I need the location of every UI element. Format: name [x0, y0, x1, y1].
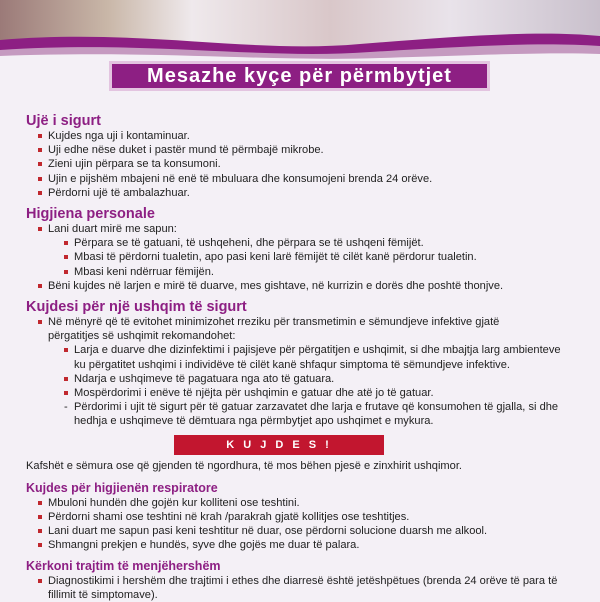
warning-text: Kafshët e sëmura ose që gjenden të ngordhura, të mos bëhen pjesë e zinxhirit ushqimor. — [26, 459, 463, 472]
list-item: Lani duart mirë me sapun: — [26, 222, 581, 236]
main-content — [26, 113, 581, 602]
list-item-continuation: ku përgatitet ushqimi i individëve të cilët kanë shfaqur simptoma të sëmundjeve infektive. — [74, 358, 510, 371]
warning-banner — [174, 435, 384, 455]
list-item-continuation: hedhja e ushqimeve të dëmtuara nga përmbytjet apo ushqimet e mykura. — [74, 415, 434, 428]
list-item: Mbasi keni ndërruar fëmijën. — [26, 265, 581, 279]
list-item-continuation: fillimit të simptomave). — [48, 588, 158, 601]
list-item: Përdorni ujë të ambalazhuar. — [26, 186, 581, 200]
list-item: Ujin e pijshëm mbajeni në enë të mbuluara dhe konsumojeni brenda 24 orëve. — [26, 172, 581, 186]
section-heading-water: Ujë i sigurt — [26, 113, 101, 129]
section-heading-treatment: Kërkoni trajtim të menjëhershëm — [26, 558, 221, 573]
list-item: Uji edhe nëse duket i pastër mund të përmbajë mikrobe. — [26, 143, 581, 157]
list-item-continuation: përgatitjes së ushqimit rekomandohet: — [48, 330, 236, 343]
list-item: Kujdes nga uji i kontaminuar. — [26, 129, 581, 143]
list-item: Përdorni shami ose teshtini në krah /parakrah gjatë kollitjes ose teshtitjes. — [26, 510, 581, 524]
warning-label: K U J D E S ! — [226, 438, 332, 451]
list-item: Zieni ujin përpara se ta konsumoni. — [26, 157, 581, 171]
respiratory-list — [26, 496, 581, 553]
list-item: Lani duart me sapun pasi keni teshtitur në duar, ose përdorni solucione duarsh me alkool. — [26, 524, 581, 538]
header-wave-decoration — [0, 0, 600, 60]
water-list — [26, 129, 581, 200]
list-item: Në mënyrë që të evitohet minimizohet rreziku për transmetimin e sëmundjeve infektive gjatë — [26, 315, 581, 329]
list-item: Mbuloni hundën dhe gojën kur kolliteni ose teshtini. — [26, 496, 581, 510]
list-item: Përpara se të gatuani, të ushqeheni, dhe përpara se të ushqeni fëmijët. — [26, 236, 581, 250]
hygiene-list — [26, 222, 581, 293]
list-item: Diagnostikimi i hershëm dhe trajtimi i ethes dhe diarresë është jetëshpëtues (brenda 24 orëve të para të — [26, 574, 581, 588]
section-heading-hygiene: Higjiena personale — [26, 206, 155, 223]
page-title-bar — [109, 61, 490, 91]
food-list — [26, 315, 581, 429]
list-item: Ndarja e ushqimeve të pagatuara nga ato të gatuara. — [26, 372, 581, 386]
list-item: Mospërdorimi i enëve të njëjta për ushqimin e gatuar dhe atë jo të gatuar. — [26, 386, 581, 400]
section-heading-respiratory: Kujdes për higjienën respiratore — [26, 480, 218, 495]
list-item: Bëni kujdes në larjen e mirë të duarve, mes gishtave, në kurrizin e dorës dhe poshtë thonjve. — [26, 279, 581, 293]
list-item: Shmangni prekjen e hundës, syve dhe gojës me duar të palara. — [26, 538, 581, 552]
list-item: Mbasi të përdorni tualetin, apo pasi keni larë fëmijët të cilët kanë përdorur tualetin. — [26, 250, 581, 264]
section-heading-food: Kujdesi për një ushqim të sigurt — [26, 299, 247, 316]
list-item: - Përdorimi i ujit të sigurt për të gatuar zarzavatet dhe larja e frutave që konsumohen të gjalla, si dhe — [26, 400, 581, 414]
list-item: Larja e duarve dhe dizinfektimi i pajisjeve për përgatitjen e ushqimit, si dhe mbajtja larg ambienteve — [26, 343, 581, 357]
page-title: Mesazhe kyçe për përmbytjet — [147, 64, 452, 87]
treatment-list — [26, 574, 581, 602]
